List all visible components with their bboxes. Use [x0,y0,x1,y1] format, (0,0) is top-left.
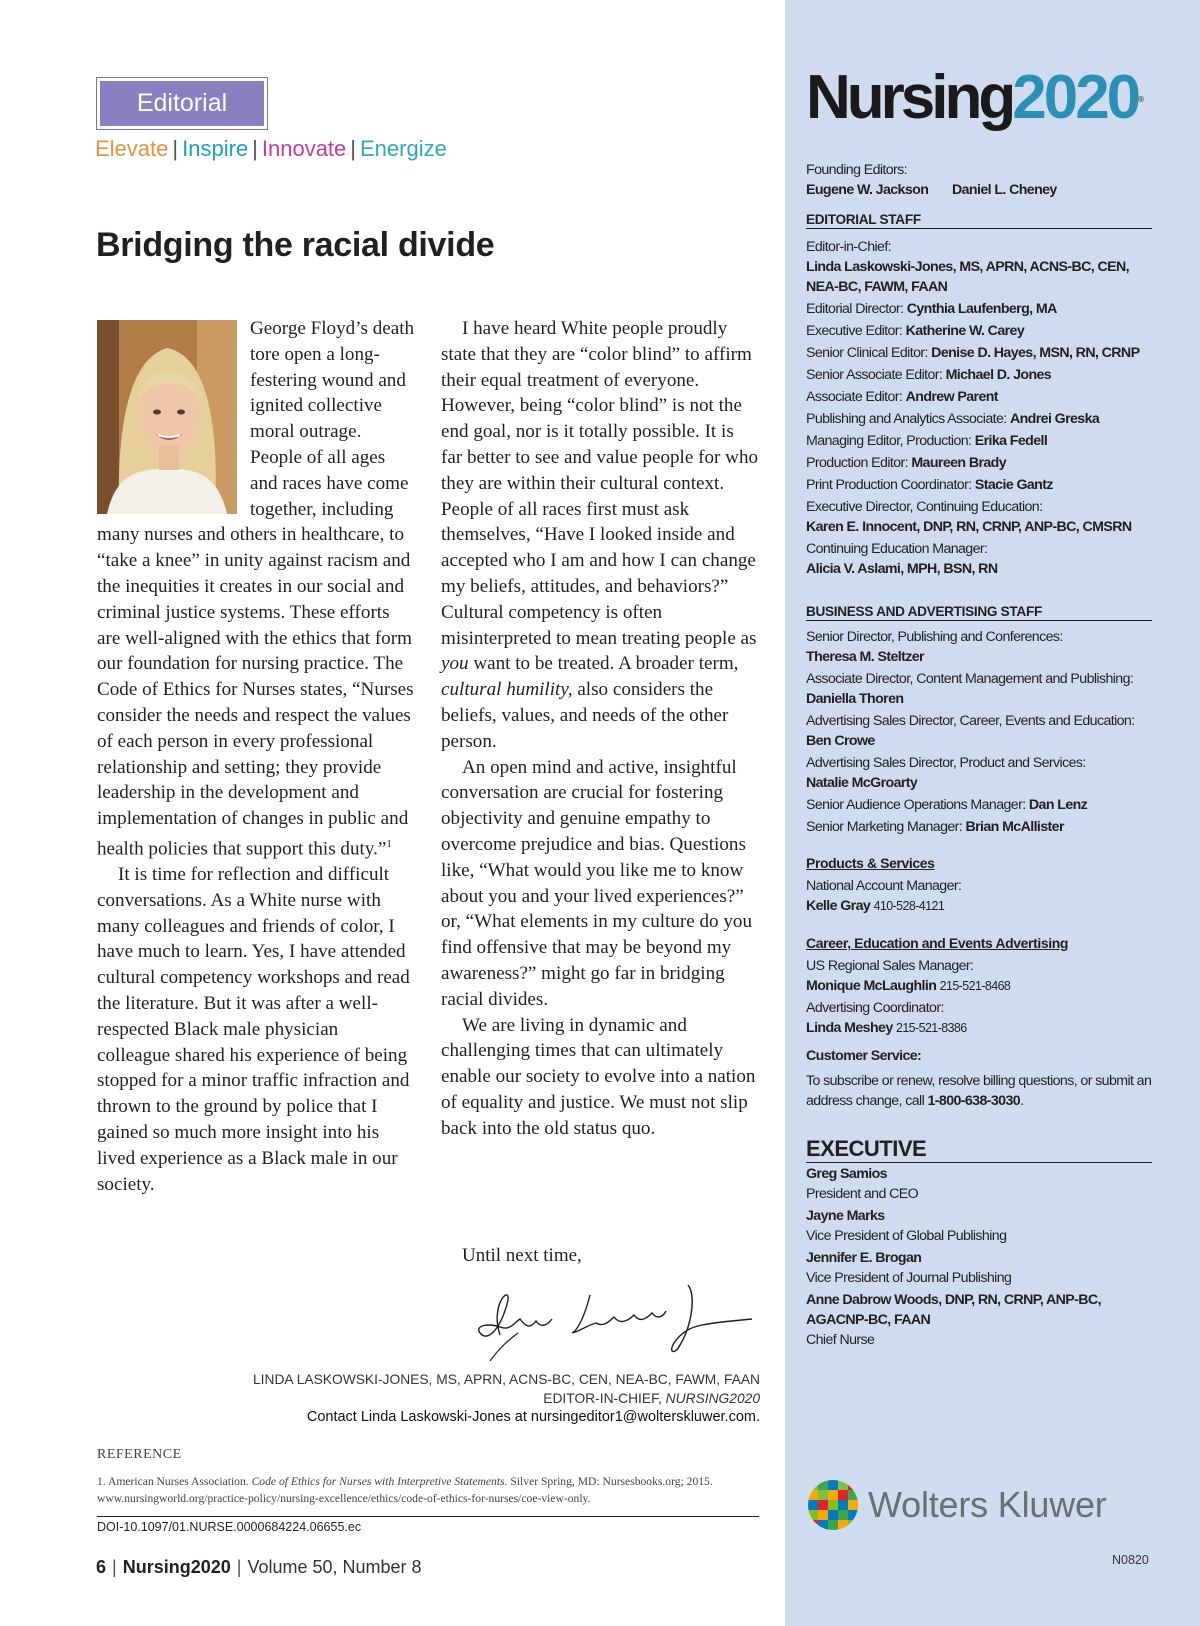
reference-heading: REFERENCE [97,1447,182,1462]
article-headline: Bridging the racial divide [96,226,495,264]
business-staff-heading: BUSINESS AND ADVERTISING STAFF [806,604,1152,621]
executive-list: Greg Samios President and CEO Jayne Marks Vice President of Global Publishing Jennifer E. Brogan Vice President of Journal Publishing Anne Dabrow Woods, DNP, RN, CRNP, ANP-BC, AGACNP-BC, FAAN Chief Nurse [806,1166,1101,1348]
reference-text: 1. American Nurses Association. Code of Ethics for Nurses with Interpretive Statements. Silver Spring, MD: Nursesbooks.org; 2015. www.nursingworld.org/practice-policy/nursing-excellence/ethics/code-of-ethics-for-nurses/coe-view-only. [97,1475,713,1505]
article-column-1 [97,316,415,1197]
products-services-heading: Products & Services [806,855,935,871]
article-paragraph: I have heard White people proudly state that they are “color blind” to affirm their equal treatment of everyone. However, being “color blind” is not the end goal, nor is it totally possible. It is far better to see and value people for who they are within their cultural context. People of all races first must ask themselves, “Have I looked inside and accepted who I am and how I can change my beliefs, attitudes, and behaviors?” Cultural competency is often misinterpreted to mean treating people as you want to be treated. A broader term, cultural humility, also considers the beliefs, values, and needs of the other person. [441,318,759,752]
customer-service-text: To subscribe or renew, resolve billing questions, or submit an address change, call 1-800-638-3030. [806,1073,1152,1109]
wolters-kluwer-logo [808,1480,1107,1530]
national-account: National Account Manager: Kelle Gray 410-528-4121 [806,878,962,914]
article-paragraph: We are living in dynamic and challenging times that can ultimately enable our society to evolve into a nation of equality and justice. We must not slip back into the old status quo. [441,1014,756,1139]
page-footer: 6 | Nursing2020 | Volume 50, Number 8 [96,1557,422,1577]
article-paragraph: An open mind and active, insightful conversation are crucial for fostering objectivity and genuine empathy to overcome prejudice and bias. Questions like, “What would you like me to know about you and your lived experiences?” or, “What elements in my culture do you find offensive that may be beyond my awareness?” might go far in bridging racial divides. [441,756,753,1010]
article-column-2 [441,316,759,1142]
editorial-staff-list: Editor-in-Chief: Linda Laskowski-Jones, MS, APRN, ACNS-BC, CEN, NEA-BC, FAWM, FAAN Editorial Director: Cynthia Laufenberg, MA Executive Editor: Katherine W. Carey Senior Clinical Editor: Denise D. Hayes, MSN, RN, CRNP Senior Associate Editor: Michael D. Jones Associate Editor: Andrew Parent Publishing and Analytics Associate: Andrei Greska Managing Editor, Production: Erika Fedell Production Editor: Maureen Brady Print Production Coordinator: Stacie Gantz Executive Director, Continuing Education: Karen E. Innocent, DNP, RN, CRNP, ANP-BC, CMSRN Continuing Education Manager: Alicia V. Aslami, MPH, BSN, RN [806,239,1140,577]
career-advertising-heading: Career, Education and Events Advertising [806,935,1069,951]
closing-line: Until next time, [462,1245,582,1266]
reference-divider [97,1516,759,1517]
founding-editors: Eugene W. Jackson Daniel L. Cheney [806,182,1057,198]
executive-heading: EXECUTIVE [806,1136,1152,1163]
customer-service-heading: Customer Service: [806,1048,922,1064]
tagline: Elevate | Inspire | Innovate | Energize [95,136,447,161]
editorial-staff-heading: EDITORIAL STAFF [806,212,1152,229]
doi: DOI-10.1097/01.NURSE.0000684224.06655.ec [97,1520,362,1534]
article-paragraph: It is time for reflection and difficult conversations. As a White nurse with many colleagues and friends of color, I have much to learn. Yes, I have attended cultural competency workshops and read the literature. But it was after a well-respected Black male physician colleague shared his experience of being stopped for a minor traffic infraction and thrown to the ground by police that I gained so much more insight into his lived experience as a Black male in our society. [97,864,410,1195]
career-advertising-contacts: US Regional Sales Manager: Monique McLaughlin 215-521-8468 Advertising Coordinator: Linda Meshey 215-521-8386 [806,958,1011,1036]
wolters-kluwer-wordmark: Wolters Kluwer [868,1484,1107,1525]
author-credentials: LINDA LASKOWSKI-JONES, MS, APRN, ACNS-BC, CEN, NEA-BC, FAWM, FAAN EDITOR-IN-CHIEF, NURSING2020 Contact Linda Laskowski-Jones at nursingeditor1@wolterskluwer.com. [252,1372,760,1425]
author-signature [470,1275,760,1365]
business-staff-list: Senior Director, Publishing and Conferences: Theresa M. Steltzer Associate Director, Content Management and Publishing: Daniella Thoren Advertising Sales Director, Career, Events and Education: Ben Crowe Advertising Sales Director, Product and Services: Natalie McGroarty Senior Audience Operations Manager: Dan Lenz Senior Marketing Manager: Brian McAllister [806,629,1135,835]
wolters-kluwer-mosaic-icon [808,1480,858,1530]
article-paragraph: George Floyd’s death tore open a long-festering wound and ignited collective moral outrage. People of all ages and races have come together, including many nurses and others in healthcare, to “take a knee” in unity against racism and the inequities it creates in our social and criminal justice systems. These efforts are well-aligned with the ethics that form our foundation for nursing practice. The Code of Ethics for Nurses states, “Nurses consider the needs and respect the values of each person in every professional relationship and setting; they provide leadership in the development and implementation of changes in public and health policies that support this duty.”$^1$ [97,318,415,860]
section-tag: Editorial [96,77,268,130]
founding-editors-label: Founding Editors: [806,162,908,178]
issue-code: N0820 [1112,1553,1149,1567]
nursing2020-logo: Nursing2020® [806,63,1145,132]
